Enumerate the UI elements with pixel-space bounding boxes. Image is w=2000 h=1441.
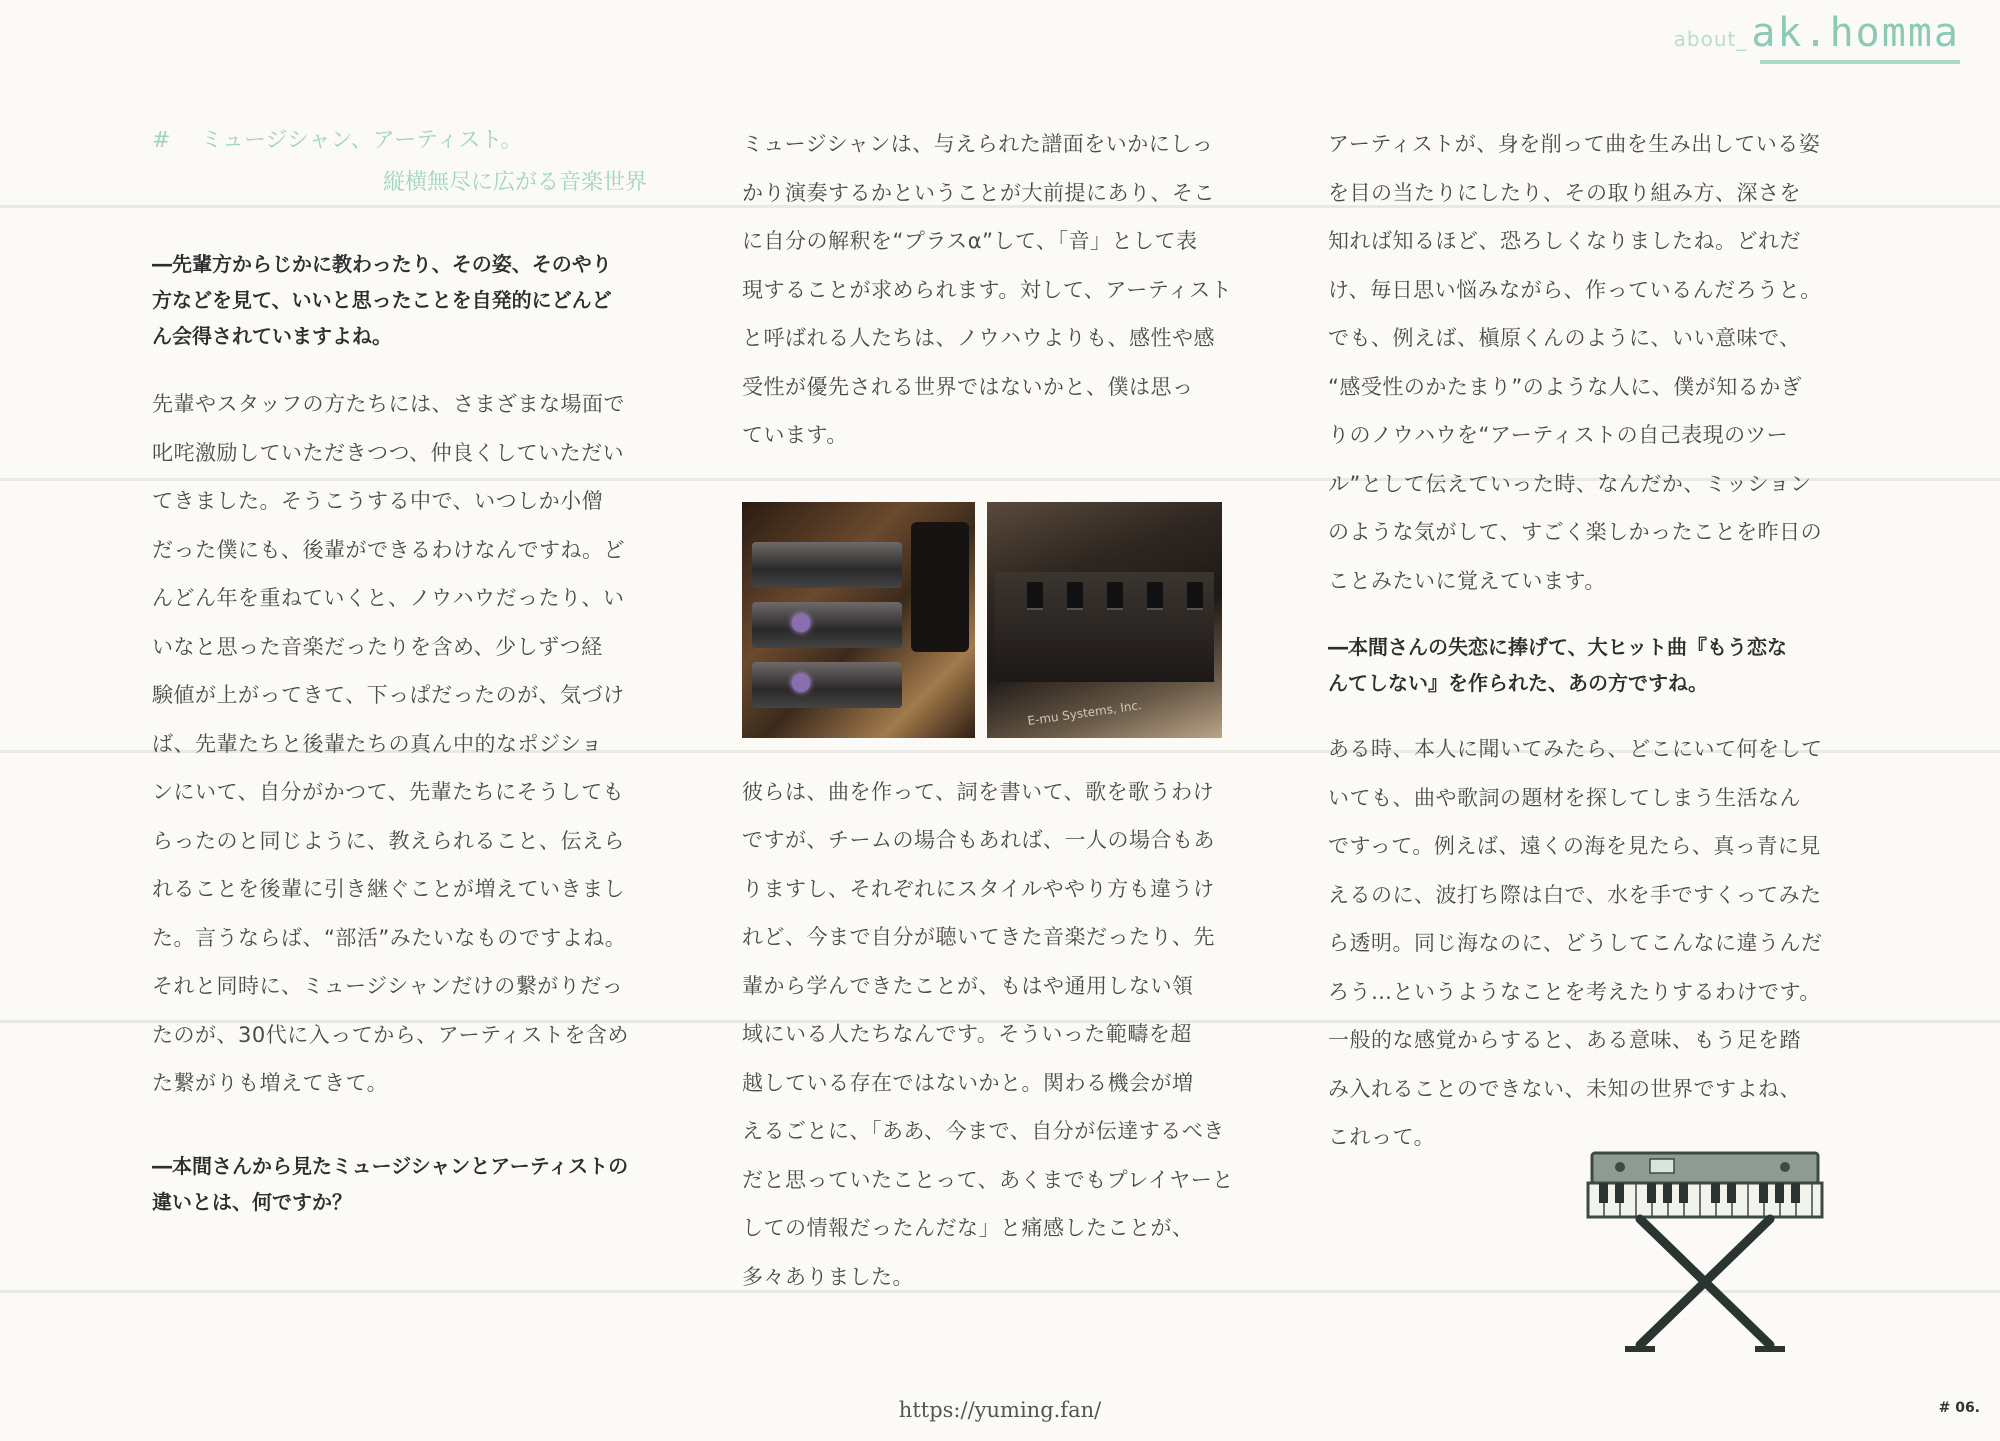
led-light <box>792 674 810 692</box>
interview-question: ―本間さんの失恋に捧げて、大ヒット曲『もう恋な んてしない』を作られた、あの方ですね。 <box>1328 635 1787 695</box>
led-light <box>792 614 810 632</box>
page-header <box>1674 10 1960 56</box>
header-name: ak.homma <box>1751 10 1960 56</box>
fader <box>1107 582 1123 608</box>
fader <box>1067 582 1083 608</box>
source-url[interactable]: https://yuming.fan/ <box>898 1398 1102 1422</box>
body-paragraph: ミュージシャンは、与えられた譜面をいかにしっ かり演奏するかということが大前提にあり、そこ に自分の解釈を“プラスα”して、「音」として表 現することが求められます。対して、アーティスト と呼ばれる人たちは、ノウハウよりも、感性や感 受性が優先される世界ではないかと、僕は思っ ています。 <box>742 132 1233 447</box>
column-3 <box>1328 120 1823 1162</box>
body-paragraph: アーティストが、身を削って曲を生み出している姿 を目の当たりにしたり、その取り組み方、深さを 知れば知るほど、恐ろしくなりましたね。どれだ け、毎日思い悩みながら、作っているんだろうと。 でも、例えば、槇原くんのように、いい意味で、 “感受性のかたまり”のような人に、僕が知るかぎ りのノウハウを“アーティストの自己表現のツー ル”として伝えていった時、なんだか、ミッション のような気がして、すごく楽しかったことを昨日の ことみたいに覚えています。 <box>1328 132 1823 593</box>
section-subtitle: 縦横無尽に広がる音楽世界 <box>382 170 647 195</box>
section-heading <box>152 120 647 162</box>
interview-question: ―本間さんから見たミュージシャンとアーティストの 違いとは、何ですか？ <box>152 1153 629 1214</box>
dial <box>1780 1162 1790 1172</box>
dial <box>1615 1162 1625 1172</box>
page-number: # 06. <box>1938 1400 1980 1416</box>
speaker <box>911 522 969 652</box>
body-paragraph: 先輩やスタッフの方たちには、さまざまな場面で 叱咤激励していただきつつ、仲良くしていただい てきました。そうこうする中で、いつしか小僧 だった僕にも、後輩ができるわけなんですね。ど んどん年を重ねていくと、ノウハウだったり、い いなと思った音楽だったりを含め、少しずつ経 験値が上がってきて、下っぱだったのが、気づけ ば、先輩たちと後輩たちの真ん中的なポジショ ンにいて、自分がかつて、先輩たちにそうしても らったのと同じように、教えられること、伝えら れることを後輩に引き継ぐことが増えていきまし た。言うならば、“部活”みたいなものですよね。 それと同時に、ミュージシャンだけの繋がりだっ たのが、30代に入ってから、アーティストを含め た繋がりも増えてきて。 <box>152 392 629 1095</box>
fader <box>1027 582 1043 608</box>
hash-mark: # <box>152 128 171 153</box>
synth-panel-photo <box>987 502 1222 738</box>
section-title: ミュージシャン、アーティスト。 <box>200 128 523 153</box>
photo-row <box>742 502 1237 738</box>
studio-rack-photo <box>742 502 975 738</box>
keyboard-illustration <box>1580 1145 1830 1360</box>
body-paragraph: ある時、本人に聞いてみたら、どこにいて何をして いても、曲や歌詞の題材を探してしまう生活なん ですって。例えば、遠くの海を見たら、真っ青に見 えるのに、波打ち際は白で、水を手ですくってみた ら透明。同じ海なのに、どうしてこんなに違うんだ ろう…というようなことを考えたりするわけです。 一般的な感覚からすると、ある意味、もう足を踏 み入れることのできない、未知の世界ですよね、 これって。 <box>1328 737 1823 1149</box>
fader <box>1147 582 1163 608</box>
rack-unit <box>752 542 902 588</box>
rack-unit <box>752 662 902 708</box>
interview-question: ―先輩方からじかに教わったり、その姿、そのやり 方などを見て、いいと思ったことを自発的にどんど ん会得されていますよね。 <box>152 252 612 348</box>
header-underline <box>1760 60 1960 64</box>
rack-unit <box>752 602 902 648</box>
column-2 <box>742 120 1237 1301</box>
header-about: about_ <box>1673 27 1748 51</box>
fader <box>1187 582 1203 608</box>
brand-label: E-mu Systems, Inc. <box>1026 697 1143 728</box>
body-paragraph: 彼らは、曲を作って、詞を書いて、歌を歌うわけ ですが、チームの場合もあれば、一人の場合もあ りますし、それぞれにスタイルややり方も違うけ れど、今まで自分が聴いてきた音楽だったり、先 輩から学んできたことが、もはや通用しない領 域にいる人たちなんです。そういった範疇を超 越している存在ではないかと。関わる機会が増 えるごとに、「ああ、今まで、自分が伝達するべき だと思っていたことって、あくまでもプレイヤーと しての情報だったんだな」と痛感したことが、 多々ありました。 <box>742 779 1234 1289</box>
column-1 <box>152 120 647 1220</box>
display-screen <box>1650 1159 1674 1173</box>
